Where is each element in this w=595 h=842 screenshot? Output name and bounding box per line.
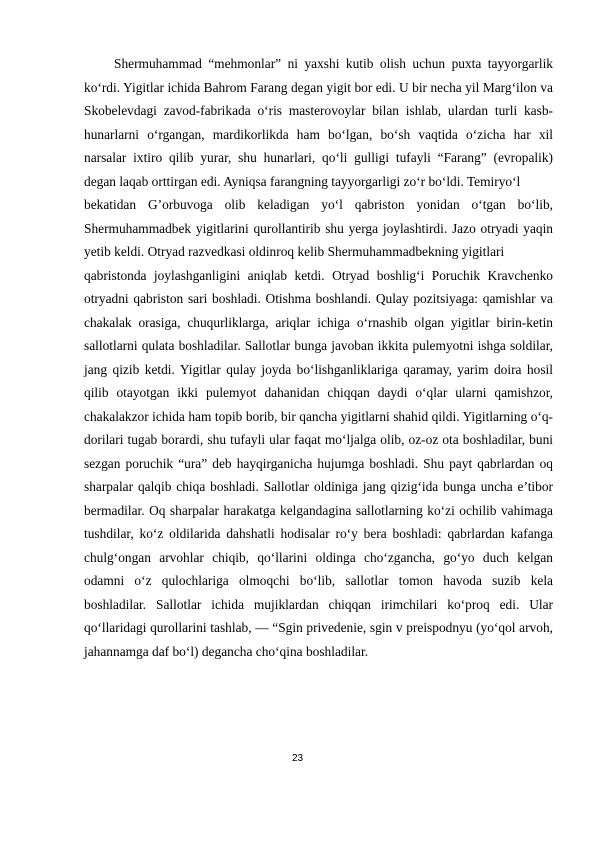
page-number: 23 <box>291 753 304 764</box>
paragraph-1: Shermuhammad “mehmonlar” ni yaxshi kutib olish uchun puxta tayyorgarlik ko‘rdi. Yigitlar ichida Bahrom Farang degan yigit bor edi. U bir necha yil Marg‘ilon va Skobelevdagi zavod-fabrikada o‘ris masterovoylar bilan ishlab, ulardan turli kasb-hunarlarni o‘rgangan, mardikorlikda ham bo‘lgan, bo‘sh vaqtida o‘zicha har xil narsalar ixtiro qilib yurar, shu hunarlari, qo‘li gulligi tufayli “Farang” (evropalik) degan laqab orttirgan edi. Ayniqsa farangning tayyorgarligi zo‘r bo‘ldi. Temiryo‘l <box>84 56 553 189</box>
paragraph-2: bekatidan G’orbuvoga olib keladigan yo‘l qabriston yonidan o‘tgan bo‘lib, Shermuhammadbek yigitlarini qurollantirib shu yerga joylashtirdi. Jazo otryadi yaqin yetib keldi. Otryad razvedkasi oldinroq kelib Shermuhammadbekning yigitlari <box>84 197 553 259</box>
body-text <box>84 52 553 663</box>
paragraph-3: qabristonda joylashganligini aniqlab ketdi. Otryad boshlig‘i Poruchik Kravchenko otryadni qabriston sari boshladi. Otishma boshlandi. Qulay pozitsiyaga: qamishlar va chakalak orasiga, chuqurliklarga, ariqlar ichiga o‘rnashib olgan yigitlar birin-ketin sallotlarni qulata boshladilar. Sallotlar bunga javoban ikkita pulemyotni ishga soldilar, jang qizib ketdi. Yigitlar qulay joyda bo‘lishganliklariga qaramay, yarim doira hosil qilib otayotgan ikki pulemyot dahanidan chiqqan daydi o‘qlar ularni qamishzor, chakalakzor ichida ham topib borib, bir qancha yigitlarni shahid qildi. Yigitlarning o‘q-dorilari tugab borardi, shu tufayli ular faqat mo‘ljalga olib, oz-oz ota boshladilar, buni sezgan poruchik “ura” deb hayqirganicha hujumga boshladi. Shu payt qabrlardan oq sharpalar qalqib chiqa boshladi. Sallotlar oldiniga jang qizig‘ida bunga uncha e’tibor bermadilar. Oq sharpalar harakatga kelgandagina sallotlarning ko‘zi ochilib vahimaga tushdilar, ko‘z oldilarida dahshatli hodisalar ro‘y bera boshladi: qabrlardan kafanga chulg‘ongan arvohlar chiqib, qo‘llarini oldinga cho‘zgancha, go‘yo duch kelgan odamni o‘z qulochlariga olmoqchi bo‘lib, sallotlar tomon havoda suzib kela boshladilar. Sallotlar ichida mujiklardan chiqqan irimchilari ko‘proq edi. Ular qo‘llaridagi qurollarini tashlab, — “Sgin privedenie, sgin v preispodnyu (yo‘qol arvoh, jahannamga daf bo‘l) degancha cho‘qina boshladilar. <box>84 267 553 659</box>
